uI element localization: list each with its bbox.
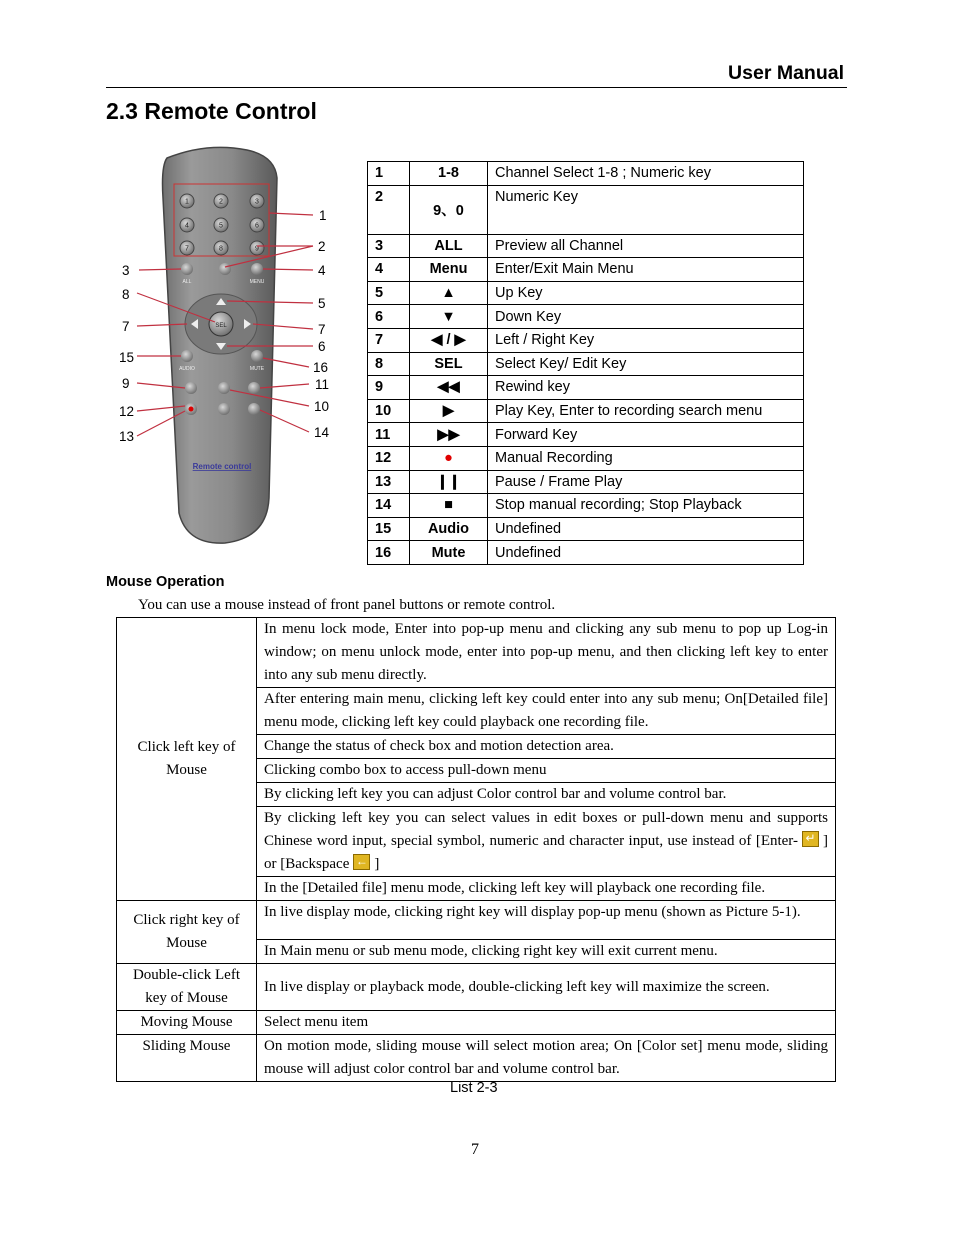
table-row <box>117 964 836 1011</box>
key-num-cell: 5 <box>368 281 410 305</box>
desc-cell: In live display or playback mode, double-clicking left key will maximize the screen. <box>257 964 836 1011</box>
key-desc-cell: Left / Right Key <box>488 328 804 352</box>
table-row <box>368 352 804 376</box>
desc-cell: After entering main menu, clicking left key could enter into any sub menu; On[Detailed file] menu mode, clicking left key could playback one recording file. <box>257 688 836 735</box>
callout-number: 7 <box>318 322 326 337</box>
key-desc-cell: Select Key/ Edit Key <box>488 352 804 376</box>
table-row <box>368 470 804 494</box>
backspace-key-icon: ← <box>353 854 370 870</box>
keypad-label: 1 <box>185 198 189 206</box>
keypad-label: 4 <box>185 222 189 230</box>
key-num-cell: 2 <box>368 185 410 234</box>
key-desc-cell: Rewind key <box>488 376 804 400</box>
callout-number: 4 <box>318 263 326 278</box>
callout-number: 12 <box>119 404 135 419</box>
callout-number: 8 <box>122 287 130 302</box>
page-number: 7 <box>471 1141 479 1158</box>
callout-number: 16 <box>313 360 329 375</box>
key-num-cell: 10 <box>368 399 410 423</box>
table-row <box>368 399 804 423</box>
key-key-cell: 1-8 <box>410 162 488 186</box>
mouse-operation-table <box>116 617 836 1082</box>
page-header <box>106 61 847 88</box>
table-row <box>368 517 804 541</box>
desc-cell: Select menu item <box>257 1011 836 1035</box>
callout-number: 10 <box>314 399 330 414</box>
remote-key-table <box>367 161 804 565</box>
key-key-cell: ❙❙ <box>410 470 488 494</box>
key-key-cell: ALL <box>410 234 488 258</box>
callout-number: 15 <box>119 350 135 365</box>
key-desc-cell: Up Key <box>488 281 804 305</box>
desc-cell: In the [Detailed file] menu mode, clicking left key will playback one recording file. <box>257 877 836 901</box>
desc-cell: Change the status of check box and motion detection area. <box>257 735 836 759</box>
table-caption: List 2-3 <box>450 1080 498 1096</box>
key-desc-cell: Preview all Channel <box>488 234 804 258</box>
desc-cell: In menu lock mode, Enter into pop-up menu and clicking any sub menu to pop up Log-in window; on menu unlock mode, enter into pop-up menu, and then clicking left key to enter into any sub menu directly. <box>257 618 836 688</box>
keypad-label: 9 <box>255 245 259 253</box>
keypad-label: 7 <box>185 245 189 253</box>
callout-number: 14 <box>314 425 330 440</box>
key-key-cell: SEL <box>410 352 488 376</box>
desc-cell: On motion mode, sliding mouse will select motion area; On [Color set] menu mode, sliding mouse will adjust color control bar and volume control bar. <box>257 1035 836 1082</box>
key-key-cell: Audio <box>410 517 488 541</box>
key-key-cell: ◀◀ <box>410 376 488 400</box>
key-key-cell: ▶ <box>410 399 488 423</box>
action-cell: Moving Mouse <box>117 1011 257 1035</box>
action-cell: Sliding Mouse <box>117 1035 257 1082</box>
key-desc-cell: Undefined <box>488 517 804 541</box>
key-num-cell: 7 <box>368 328 410 352</box>
callout-number: 2 <box>318 239 326 254</box>
desc-cell: In live display mode, clicking right key will display pop-up menu (shown as Picture 5-1). <box>257 901 836 940</box>
key-desc-cell: Undefined <box>488 541 804 565</box>
desc-cell <box>257 807 836 877</box>
remote-brand-label: Remote control <box>192 462 252 471</box>
callout-number: 3 <box>122 263 130 278</box>
table-row <box>368 494 804 518</box>
key-num-cell: 16 <box>368 541 410 565</box>
key-desc-cell: Forward Key <box>488 423 804 447</box>
action-cell: Click left key of Mouse <box>117 618 257 901</box>
table-row <box>368 328 804 352</box>
mouse-intro: You can use a mouse instead of front panel buttons or remote control. <box>138 597 556 613</box>
table-row <box>368 258 804 282</box>
key-desc-cell: Enter/Exit Main Menu <box>488 258 804 282</box>
key-desc-cell: Play Key, Enter to recording search menu <box>488 399 804 423</box>
callout-number: 9 <box>122 376 130 391</box>
all-label: ALL <box>182 279 192 285</box>
key-num-cell: 4 <box>368 258 410 282</box>
menu-label: MENU <box>249 279 265 285</box>
callout-number: 11 <box>315 377 330 392</box>
table-row <box>368 234 804 258</box>
callout-number: 5 <box>318 296 326 311</box>
remote-control-image <box>117 138 342 554</box>
key-key-cell: Mute <box>410 541 488 565</box>
audio-label: AUDIO <box>179 366 195 372</box>
key-num-cell: 3 <box>368 234 410 258</box>
mouse-operation-heading: Mouse Operation <box>106 574 225 590</box>
table-row <box>368 541 804 565</box>
key-key-cell: ▲ <box>410 281 488 305</box>
key-key-cell: Menu <box>410 258 488 282</box>
desc-cell: Clicking combo box to access pull-down menu <box>257 759 836 783</box>
table-row <box>117 1035 836 1082</box>
key-desc-cell: Channel Select 1-8 ; Numeric key <box>488 162 804 186</box>
table-row <box>368 423 804 447</box>
key-desc-cell: Pause / Frame Play <box>488 470 804 494</box>
key-key-cell: ▶▶ <box>410 423 488 447</box>
key-num-cell: 6 <box>368 305 410 329</box>
key-num-cell: 1 <box>368 162 410 186</box>
table-row <box>117 901 836 940</box>
key-num-cell: 8 <box>368 352 410 376</box>
desc-cell: In Main menu or sub menu mode, clicking right key will exit current menu. <box>257 940 836 964</box>
keypad-label: 8 <box>219 245 223 253</box>
key-desc-cell: Down Key <box>488 305 804 329</box>
desc-text: By clicking left key you can select values in edit boxes or pull-down menu and supports Chinese word input, special symbol, numeric and character input, use instead of [Enter- <box>264 810 828 849</box>
table-row <box>117 1011 836 1035</box>
enter-key-icon: ↵ <box>802 831 819 847</box>
key-num-cell: 9 <box>368 376 410 400</box>
key-num-cell: 15 <box>368 517 410 541</box>
key-num-cell: 11 <box>368 423 410 447</box>
key-key-cell: ■ <box>410 494 488 518</box>
key-num-cell: 12 <box>368 446 410 470</box>
table-row <box>368 162 804 186</box>
desc-cell: By clicking left key you can adjust Color control bar and volume control bar. <box>257 783 836 807</box>
table-row <box>368 305 804 329</box>
action-cell: Double-click Left key of Mouse <box>117 964 257 1011</box>
mute-label: MUTE <box>249 366 265 372</box>
desc-text: ] <box>374 856 380 872</box>
callout-number: 7 <box>122 319 130 334</box>
table-row <box>117 618 836 688</box>
key-key-cell: 9、0 <box>410 185 488 234</box>
callout-number: 1 <box>319 208 327 223</box>
table-row <box>368 281 804 305</box>
key-key-cell: ▼ <box>410 305 488 329</box>
key-num-cell: 14 <box>368 494 410 518</box>
key-desc-cell: Stop manual recording; Stop Playback <box>488 494 804 518</box>
keypad-label: 2 <box>219 198 223 206</box>
callout-number: 6 <box>318 339 326 354</box>
keypad-label: 5 <box>219 222 223 230</box>
table-row <box>368 446 804 470</box>
keypad-label: 3 <box>255 198 259 206</box>
sel-label: SEL <box>215 323 227 329</box>
key-key-cell: ◀ / ▶ <box>410 328 488 352</box>
key-num-cell: 13 <box>368 470 410 494</box>
key-desc-cell: Numeric Key <box>488 185 804 234</box>
action-cell: Click right key of Mouse <box>117 901 257 964</box>
section-title: 2.3 Remote Control <box>106 98 317 124</box>
key-desc-cell: Manual Recording <box>488 446 804 470</box>
table-row <box>368 376 804 400</box>
key-key-cell: ● <box>410 446 488 470</box>
table-row <box>368 185 804 234</box>
header-title: User Manual <box>728 62 844 84</box>
callout-number: 13 <box>119 429 135 444</box>
desc-text: ] or [Backspace <box>264 833 828 872</box>
keypad-label: 6 <box>255 222 259 230</box>
dpad <box>185 294 257 354</box>
